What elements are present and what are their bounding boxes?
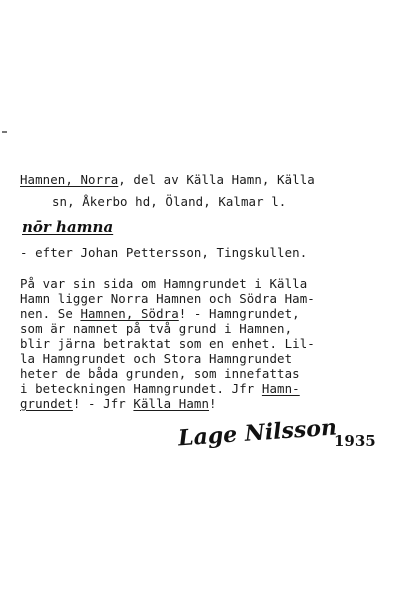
cross-ref-hamnen-sodra: Hamnen, Södra [80,306,179,321]
margin-mark [2,131,7,133]
header-line-1-rest: , del av Källa Hamn, Källa [118,172,315,187]
headword: Hamnen, Norra [20,172,119,187]
body-line-7: heter de båda grunden, som innefattas [20,366,300,381]
header-line-1 [20,172,315,187]
body-line-6: la Hamngrundet och Stora Hamngrundet [20,351,293,366]
body-line-4: som är namnet på två grund i Hamnen, [20,321,293,336]
signature: Lage Nilsson [177,414,338,452]
cross-ref-kalla-hamn: Källa Hamn [133,396,210,411]
pronunciation-handwritten: nōr hamna [22,218,114,236]
body-line-9: grundet! - Jfr Källa Hamn! [20,396,217,411]
header-line-2: sn, Åkerbo hd, Öland, Kalmar l. [52,194,287,209]
cross-ref-hamngrundet: Hamn- [261,381,300,396]
year-handwritten: 1935 [334,432,376,450]
body-line-1: På var sin sida om Hamngrundet i Källa [20,276,308,291]
body-line-3: nen. Se Hamnen, Södra! - Hamngrundet, [20,306,300,321]
body-line-5: blir järna betraktat som en enhet. Lil- [20,336,315,351]
body-line-2: Hamn ligger Norra Hamnen och Södra Ham- [20,291,315,306]
body-line-8: i beteckningen Hamngrundet. Jfr Hamn- [20,381,300,396]
source-line: - efter Johan Pettersson, Tingskullen. [20,245,308,260]
